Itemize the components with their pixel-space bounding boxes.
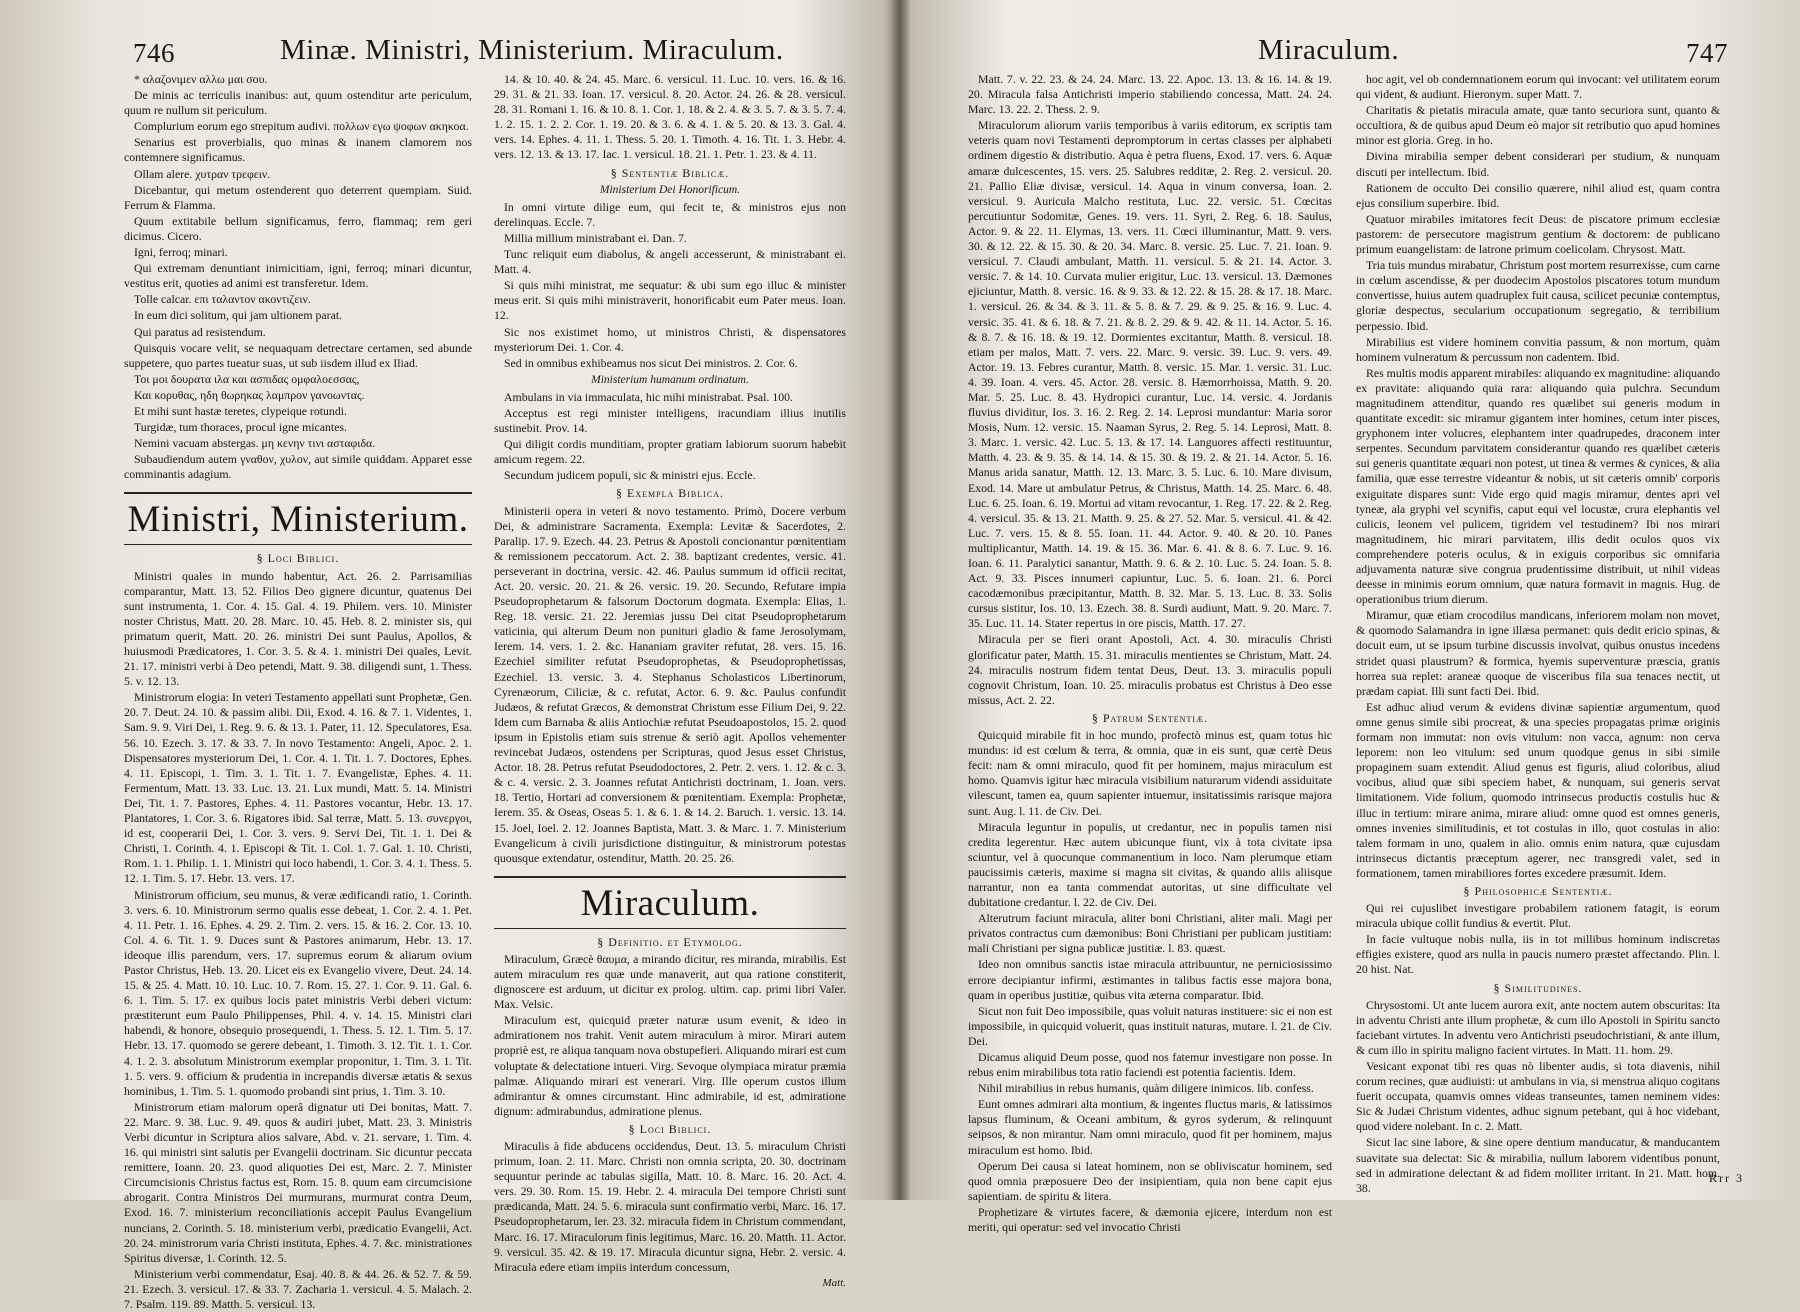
text-column [124,72,472,1312]
paragraph: Res multis modis apparent mirabiles: aliquando ex magnitudine: aliquando ex pravitate: aliquando quia rara: aliquando quia pulchra. Secundum magnitudinem attenditur, quando res quælibet sui generis modum in quantitate excedit: sic miramur gigantem inter homines, cetum inter pisces, gryphonem inter volucres, elephantem inter quadrupedes, draconem inter serpentes. Secundum parvitatem considerantur quando res quælibet cæteris sui generis quantitate æquari non potest, ut tinea & vermes & cynices, & alia familia, quæ esse terrestre videantur & nobis, ut sit cæteris omnib' corporis exiguitate dispares sunt: Vide ergo quid magis miramur, dentes apri vel tyneæ, ala gryphi vel scynifis, caput equi vel locustæ, crura elephantis vel culicis, leonem vel pulicem, tigridem vel testudinem? Ibi nos mirari magnitudinem, hic mirari parvitatem, illis dedit oculos quos vix comprehendere poteris oculus, & in exiguis corporibus sic omnifaria adjuvamenta naturæ sive congrua prudentissime distribuit, ut nihil videas deesse in minimis eorum omnium, quæ natura formavit in magnis. Hug. de operationibus trium dierum. [1356,365,1720,607]
subsection-heading: § Similitudines. [1493,980,1583,995]
subsection-heading: § Exempla Biblica. [616,486,724,501]
paragraph: Miracula leguntur in populis, ut credantur, nec in populis tamen nisi credita legerentur. Hæc autem ubicunque fiunt, vix à tota civitate ipsa sciuntur, vel à quocunque commanentium in loco. Nam plerumque etiam paucissimis cæteris, maxime si magna sit civitas, & quando aliis aliisque narrantur, non ea tanta commendat autoritas, ut sine difficultate vel dubitatione credantur. l. 22. de Civ. Dei. [968,819,1332,910]
paragraph: Quicquid mirabile fit in hoc mundo, profectò minus est, quam totus hic mundus: id est cœlum & terra, & omnia, quæ in eis sunt, quæ certè Deus fecit: nam & omni miraculo, quod fit per hominem, majus miraculum est homo. Quamvis igitur hæc miracula visibilium naturarum videndi assiduitate vilescunt, tamen ea, quum sapienter intuemur, insitatissimis rarisque majora sunt. Aug. l. 11. de Civ. Dei. [968,728,1332,818]
paragraph: Quum extitabile bellum significamus, ferro, flammaq; rem geri dicimus. Cicero. [124,213,472,243]
paragraph: hoc agit, vel ob condemnationem eorum qui invocant: vel utilitatem eorum qui vident, & audiunt. Hieronym. super Matt. 7. [1356,72,1720,102]
paragraph: De minis ac terriculis inanibus: aut, quum ostenditur arte periculum, quum re nullum sit periculum. [124,88,472,118]
paragraph: Alterutrum faciunt miracula, aliter boni Christiani, aliter mali. Magi per privatos contractus cum dæmonibus: Boni Christiani per publicam justitiam: mali Christiani per signa publicæ justitiæ. l. 83. quæst. [968,911,1332,956]
paragraph: Tolle calcar. επι ταλαντον ακοντιζειν. [134,292,311,307]
page-number: 747 [1686,38,1728,68]
catchword: Matt. [822,1276,846,1289]
paragraph: Quatuor mirabiles imitatores fecit Deus: de piscatore primum ecclesiæ pastorem: de persecutore magistrum gentium & doctorem: de publicano primum euangelistam: de latrone primum coelicolam. Chrysost. Matt. [1356,211,1720,257]
paragraph: Ministrorum etiam malorum operâ dignatur uti Dei bonitas, Matt. 7. 22. Marc. 9. 38. Luc. 9. 49. quos & audiri jubet, Matt. 23. 3. Ministris Verbi dicuntur in Scriptura alios salvare, Abd. v. 21. servare, 1. Tim. 4. 16. qui ministri sint salutis per Evangelii doctrinam. Sic dicuntur peccata remittere, Ioann. 20. 23. quod aliquoties Dei est, Marc. 2. 7. Minister Circumcisionis Christus factus est, Rom. 15. 8. quum eam circumcisione abrogarit. Contra Ministros Dei murmurans, murmurat contra Deum, Exod. 16. 7. ministerium reconciliationis accepit Paulus Evangelium nuncians, 2. Corinth. 5. 18. ministerium verbi, prædicatio Evangelii, Act. 20. 24. ministrorum varia Christi instituta, Ephes. 4. 7. &c. ministrationes Spiritus diversæ, 1. Corinth. 12. 5. [124,1099,472,1265]
paragraph: Miramur, quæ etiam crocodilus mandicans, inferiorem molam non movet, & quomodo Salamandra in igne illæsa permanet: quis dedit ericio spinas, & docuit eum, ut se ipsum turbine discussis involvat, quibus onustus incedens stridet quasi plaustrum? & formica, hyemis superventuræ præscia, granis horrea sua replet: araneæ quoque de visceribus fila sua tenaces nectit, ut prædam capiat. Illi sunt facti Dei. Ibid. [1356,608,1720,698]
paragraph: Si quis mihi ministrat, me sequatur: & ubi sum ego illuc & minister meus erit. Si quis mihi ministraverit, honorificabit eum Pater meus. Ioan. 12. [494,278,846,323]
paragraph: Miracula per se fieri orant Apostoli, Act. 4. 30. miraculis Christi glorificatur pater, Matth. 15. 31. miraculis mentientes se Christum, Matt. 24. 24. miraculis nostrum fidem tentat Deus, Deut. 13. 3. miraculis populi cognovit Christum, Ioan. 10. 25. miraculis probatus est Christus à Deo esse missus, Act. 2. 22. [968,632,1332,707]
paragraph: Qui paratus ad resistendum. [134,324,266,339]
text-column [494,72,846,1289]
paragraph: Miraculorum aliorum variis temporibus à variis editorum, ex scriptis tam veteris quam novi Testamenti depromptorum in certas classes per alphabeti ordinem digestio & distributio. Aqua è petra fluens, Exod. 17. vers. 6. Aquæ amaræ dulcescentes, 15. vers. 25. Salubres redditæ, 2. Reg. 2. versicul. 20. 21. Pallio Eliæ divisæ, versicul. 14. Aqua in vinum conversa, Ioan. 2. versicul. 9. Auricula Malcho restituta, Luc. 22. versic. 51. Cœcitas percutiuntur Sodomitæ, Genes. 19. vers. 11. Syri, 2. Reg. 6. 18. Saulus, Actor. 9. & 22. 11. Elymas, 13. vers. 11. Cœci illuminantur, Matt. 9. vers. 30. & 12. 22. & 15. 30. & 20. 34. Marc. 8. versic. 25. Luc. 7. 21. Ioan. 9. versicul. 7. Claudi ambulant, Matth. 11. versicul. 5. & 21. 14. Actor. 3. versic. 7. & 14. 10. Curvata mulier erigitur, Luc. 13. versicul. 13. Dæmones ejiciuntur, Matth. 8. versic. 16. & 9. 33. & 12. 22. & 15. 28. & 17. 18. Marc. 1. versicul. 26. & 34. & 3. 11. & 5. 8. & 7. 29. & 9. 25. & 16. 9. Luc. 4. versic. 35. 41. & 6. 18. & 7. 21. & 8. 2. 29. & 9. 42. & 11. 14. Actor. 5. 16. & 8. 7. & 16. 18. & 19. 12. Dormientes excitantur, Matth. 8. versicul. 18. etiam per malos, Matt. 7. vers. 22. Marc. 9. versic. 39. Luc. 9. vers. 49. Actor. 19. 13. Febres curantur, Matth. 8. versic. 15. Mar. 1. versic. 31. Luc. 4. 39. Ioan. 4. vers. 45. Actor. 28. versic. 8. Hæmorrhoissa, Matth. 9. 20. Mar. 5. 25. Luc. 8. 43. Hydropici curantur, Luc. 14. versic. 4. Jordanis fluvius dividitur, Ios. 3. 16. 2. Reg. 2. 14. Leprosi mundantur: Maria soror Mosis, Num. 12. versic. 15. Naaman Syrus, 2. Reg. 5. 14. Leprosi, Matt. 8. 3. Marc. 1. versic. 42. Luc. 5. 13. & 17. 14. Languores affecti restituuntur, Matth. 4. 23. & 9. 35. & 14. 14. & 15. 30. & 19. 2. & 21. 14. Actor. 5. 16. Manus arida sanatur, Matth. 12. 13. Marc. 3. 5. Luc. 6. 10. Mare divisum, Exod. 14. Mare ut ambulatur Petrus, & Christus, Matth. 14. 25. Marc. 6. 48. Luc. 6. 25. Ioan. 6. 19. Mortui ad vitam revocantur, 1. Reg. 17. 22. & 2. Reg. 4. versicul. 35. & 13. 21. Matth. 9. 25. & 27. 52. Mar. 5. versicul. 41. & 42. Luc. 7. vers. 15. & 8. 55. Ioan. 11. 44. Actor. 9. 40. & 20. 10. Panes multiplicantur, Matth. 14. 19. & 15. 36. Mar. 6. 41. & 8. 6. 7. Luc. 9. 16. Ioan. 6. 11. Paralytici sanantur, Matth. 9. 6. & 2. 10. Luc. 5. 24. Ioan. 5. 8. Act. 9. 33. Pisces innumeri capiuntur, Luc. 5. 6. Ioan. 21. 6. Porci cacodæmonibus præcipitantur, Matth. 8. 32. Mar. 5. 13. Luc. 8. 33. Solis cursus sistitur, Ios. 10. 13. Ezech. 38. 8. Surdi audiunt, Matt. 9. 20. Marc. 7. 35. Luc. 11. 14. Stater repertus in ore piscis, Matth. 17. 27. [968,118,1332,631]
signature-mark: Rrr 3 [1709,1171,1744,1185]
paragraph: Dicebantur, qui metum ostenderent quo deterrent quempiam. Suid. Ferrum & Flamma. [124,182,472,212]
paragraph: Charitatis & pietatis miracula amate, quæ tanto securiora sunt, quanto & occultiora, & de quibus apud Deum eò major sit retributio quo apud homines minor est gloria. Greg. in ho. [1356,103,1720,148]
subsection-heading: § Definitio. et Etymolog. [597,934,743,949]
paragraph: Quisquis vocare velit, se nequaquam detrectare certamen, sed abunde suppetere, quo partes tueatur suas, ut sub iisdem illud ex Iliad. [124,340,472,370]
paragraph: Tria tuis mundus mirabatur, Christum post mortem resurrexisse, cum carne in cœlum ascendisse, & per duodecim Apostolos piscatores totum mundum convertisse, huius autem quadruplex fuit causa, scilicet pecuniæ contemptus, gloriæ despectus, secularium occupationum segregatio, & terribilium perpessio. Ibid. [1356,258,1720,333]
paragraph: In facie vultuque nobis nulla, iis in tot millibus hominum indiscretas effigies existere, quod ars nulla in paucis numero præstet affectando. Plin. l. 20 hist. Nat. [1356,932,1720,977]
paragraph: Complurium eorum ego strepitum audivi. πολλων εγω ψοφων ακηκοα. [134,119,469,134]
paragraph: Eunt omnes admirari alta montium, & ingentes fluctus maris, & latissimos lapsus fluminum, & Oceani ambitum, & gyros syderum, & relinquunt seipsos, & non mirantur. Nam omni miraculo, quod fit per hominem, majus miraculum est homo. Ibid. [968,1097,1332,1157]
paragraph: In eum dici solitum, qui jam ultionem parat. [134,308,343,323]
paragraph: Qui extremam denuntiant inimicitiam, igni, ferroq; minari dicuntur, vestitus erit, quoties ad animi est transferetur. Idem. [124,261,472,291]
paragraph: Tunc reliquit eum diabolus, & angeli accesserunt, & ministrabant ei. Matt. 4. [494,247,846,277]
subsection-heading: § Philosophicæ Sententiæ. [1463,883,1613,898]
paragraph: Divina mirabilia semper debent considerari per studium, & nunquam discuti per intellectum. Ibid. [1356,149,1720,179]
paragraph: Vesicant exponat tibi res quas nò libenter audis, si tota diavenis, nihil corum recines, quæ audiuisti: ut ambulans in via, si menstrua aliquo cogitans fuerit occupata, quamvis omnes videas transeuntes, tamen neminem vides: Sic & Judæi Christum videntes, adhuc signum petebant, qui à hoc videbant, quod videre nolebant. In c. 2. Matt. [1356,1059,1720,1134]
paragraph: Miraculis à fide abducens occidendus, Deut. 13. 5. miraculum Christi primum, Ioan. 2. 11. Marc. Christi non omnia scripta, 20. 30. doctrinam sequuntur perinde ac tabulas sigilla, Matt. 10. 8. Marc. 16. 20. Act. 4. vers. 29. 30. Rom. 15. 19. Hebr. 2. 4. miracula Dei tempore Christi sunt prædicanda, Matt. 24. 5. 6. miracula sunt confirmatio verbi, Marc. 16. 17. Pseudoprophetarum, ler. 23. 32. miracula fidem in Christum commendant, Marc. 16. 17. Miraculorum finis legitimus, Marc. 16. 20. Matth. 11. Actor. 9. versicul. 35. 42. & 19. 17. Miracula dicuntur signa, Hebr. 2. versic. 4. Miracula edere etiam impiis interdum concessum, [494,1139,846,1274]
paragraph: Senarius est proverbialis, quo minas & inanem clamorem nos contemnere significamus. [124,135,472,165]
paragraph: Ministerium verbi commendatur, Esaj. 40. 8. & 44. 26. & 52. 7. & 59. 21. Ezech. 3. versicul. 17. & 33. 7. Zacharia 1. versicul. 4. 5. Malach. 2. 7. Psalm. 119. 89. Matth. 5. versicul. 13. [124,1266,472,1312]
paragraph: Ideo non omnibus sanctis istae miracula attribuuntur, ne perniciosissimo errore decipiantur infirmi, æstimantes in talibus factis esse majora bona, quam in operibus justitiæ, quibus vita æterna comparatur. Ibid. [968,957,1332,1002]
paragraph: In omni virtute dilige eum, qui fecit te, & ministros ejus non derelinquas. Eccle. 7. [494,199,846,229]
paragraph: Subaudiendum autem γναθον, χυλον, aut simile quiddam. Apparet esse comminantis adagium. [124,452,472,482]
paragraph: Acceptus est regi minister intelligens, iracundiam illius inutilis sustinebit. Prov. 14. [494,405,846,436]
running-head: Miraculum. [1258,34,1400,66]
right-page [906,0,1800,1235]
paragraph: Secundum judicem populi, sic & ministri ejus. Eccle. [504,468,756,483]
paragraph: Qui rei cujuslibet investigare probabilem rationem fatagit, is eorum miracula ubique collit fundius & evertit. Plut. [1356,901,1720,931]
page-number: 746 [133,38,175,68]
paragraph: Ministrorum officium, seu munus, & veræ ædificandi ratio, 1. Corinth. 3. vers. 6. 10. Ministrorum sermo qualis esse debeat, 1. Cor. 2. 4. 1. Pet. 4. 11. Petr. 1. 16. Ephes. 4. 29. 2. Tim. 2. vers. 15. & 16. 2. Cor. 13. 10. Col. 4. 6. Tit. 1. 9. Duces sunt & Pastores animarum, Hebr. 13. 17. ideoque illis parendum, vers. 17. supremus eorum & aliarum ovium Pastor Christus, Heb. 13. 20. Licet eis ex Evangelio vivere, Deut. 24. 14. 15. & 25. 4. Matt. 10. 10. Luc. 10. 7. Rom. 15. 27. 1. Cor. 9. 11. Gal. 6. 6. 1. Tim. 5. 17. ex quibus locis patet ministris Verbi deberi victum: præstiterunt eum Paulo Philippenses, Phil. 4. v. 14. 15. Ministri clari habendi, & honore, obsequio prosequendi, 1. Thess. 5. 12. 1. Tim. 5. 17. Hebr. 13. 17. quomodo se gerere debeant, 1. Timoth. 3. 12. Tit. 1. 1. Cor. 4. 1. 2. 3. absolutum Ministrorum exemplar proponitur, 1. Tim. 3. 1. Tit. 1. 5. vers. 9. officium & prudentia in increpandis diversæ ætatis & sexus hominibus, 1. Tim. 5. 1. quomodo probandi sint prius, 1. Tim. 3. 10. [124,887,472,1098]
paragraph: Igni, ferroq; minari. [134,245,228,260]
text-column [1356,72,1720,1195]
text-column [968,72,1332,1235]
paragraph: Nihil mirabilius in rebus humanis, quàm diligere inimicos. lib. confess. [978,1081,1314,1096]
paragraph: Sicut lac sine labore, & sine opere dentium manducatur, & manducantem suavitate sua delectat: Sic & mirabilia, nullum laborem videntibus ponunt, sed in admiratione delectant & ad fidem molliter irritant. In 21. Matt. hom. 38. [1356,1135,1720,1195]
left-page [0,0,890,1312]
paragraph: Matt. 7. v. 22. 23. & 24. 24. Marc. 13. 22. Apoc. 13. 13. & 16. 14. & 19. 20. Miracula falsa Antichristi imperio stabiliendo concessa, Matt. 24. 24. Marc. 13. 22. 2. Thess. 2. 9. [968,72,1332,117]
running-head: Minæ. Ministri, Ministerium. Miraculum. [280,34,784,66]
paragraph: Sed in omnibus exhibeamus nos sicut Dei ministros. 2. Cor. 6. [504,355,798,370]
paragraph: Ambulans in via immaculata, hic mihi ministrabat. Psal. 100. [504,389,793,404]
paragraph: Ministri quales in mundo habentur, Act. 26. 2. Parrisamilias comparantur, Matt. 13. 52. Filios Deo gignere dicuntur, quatenus Dei sunt instrumenta, 1. Cor. 4. 15. Gal. 4. 19. Philem. vers. 10. Minister noster Christus, Matt. 20. 28. Marc. 10. 45. Heb. 8. 2. minister sis, qui primatum querit, Matt. 20. 26. ministri Dei sunt Paulus, Apollos, & huiusmodi Prædicatores, 1. Cor. 3. 5. & 4. 1. ministri Dei quales, Levit. 21. 17. ministri verbi à Deo petendi, Matt. 9. 38. diligendi sunt, 1. Thess. 5. v. 12. 13. [124,568,472,689]
paragraph: Et mihi sunt hastæ teretes, clypeique rotundi. [134,403,347,418]
subsection-heading: § Sententiæ Biblicæ. [610,165,730,180]
subsection-heading: § Loci Biblici. [628,1121,712,1136]
paragraph: Ministerii opera in veteri & novo testamento. Primò, Docere verbum Dei, & administrare Sacramenta. Exempla: Levitæ & Sacerdotes, 2. Paralip. 17. 9. Ezech. 44. 23. Petrus & Apostoli concionantur pœnitentiam & remissionem peccatorum. Act. 2. 38. baptizant credentes, versic. 41. perseverant in doctrina, versic. 42. 46. Paulus summum id officii recitat, Act. 20. versic. 20. 21. & 26. versic. 19. 20. Secundo, Refutare impia Pseudoprophetarum & falsorum Doctorum dogmata. Exempla: Elias, 1. Reg. 18. versic. 21. 22. Jeremias jussu Dei citat Pseudoprophetarum vaticinia, qui alterum Deum non punituri gladio & fame Jerosolymam, Ierem. 14. vers. 1. 2. &c. Hananiam graviter refutat, 28. vers. 15. 16. Ezechiel similiter refutat Pseudoprophetas, & Pseudoprophetissas, Ezechiel. 13. versic. 3. 4. Stephanus Scholasticos Libertinorum, Cyrenæorum, Ciliciæ, & c. refutat, Actor. 6. 9. &c. Paulus confundit Judæos, & refutat Græcos, & demonstrat Christum esse Filium Dei, 9. 22. Idem cum Barnaba & aliis Antiochiæ refutat Pseudoapostolos, 15. 2. quod ipsum in Epistolis etiam suis strenue & seriò agit. Apollos vehementer revincebat Judæos, ostendens per Scripturas, quod Jesus esset Christus, Actor. 18. 28. Petrus refutat Pseudodoctores, 2. Petr. 2. vers. 1. 12. & c. 3. & c. 4. versic. 2. 3. Joannes refutat Antichristi doctrinam, 1. Joan. vers. 18. Tertio, Hortari ad conversionem & pœnitentiam. Exempla: Prophetæ, Ierem. 35. & Oseas, Oseas 5. 1. & 6. 1. & 14. 2. Baruch. 1. versic. 13. 14. 15. Joel, Ioel. 2. 12. Joannes Baptista, Matt. 3. & Marc. 1. 7. Ministerium Evangelicum à civili jurisdictione distinguitur, & ministrorum potestas quousque extendatur, ostenditur, Matth. 20. 25. 26. [494,503,846,865]
paragraph: * αλαζονιμεν αλλω μαι σου. [134,72,268,86]
paragraph: Operum Dei causa si lateat hominem, non se obliviscatur hominem, sed quod omnia præposuere Deo der insipientiam, quia non bene capit ejus sapientiam. de spiritu & litera. [968,1158,1332,1203]
paragraph: Est adhuc aliud verum & evidens divinæ sapientiæ argumentum, quod omne genus simile sibi procreat, & una species propagatas primæ originis formam non immutat: non ovis vitulum: non vacca, agnum: non cerva leporem: non leo vitulum: sed unum quodque genus in sibi simile propaginem suam extendit. Aliud genus est figuris, aliud coloribus, aliud vocibus, aliud quæ sibi speciem habet, & nunquam, sui generis servat limitationem. Vide folium, quomodo intrinsecus productis costulis huc & illuc in tertium: mirare anima, mirare aliud: omne quod est omnes generis, omnes invenies similitudinis, et tot costulas in illo, quot costulas in alio: talem formam in uno, qualem in alio. omnis enim natura, quæ cujusdam intrinsecus dictantis præceptum agerer, nec transgredi valet, sed in formationem, tamen mirabiliores fortes excedere præsumit. Idem. [1356,699,1720,880]
paragraph: 14. & 10. 40. & 24. 45. Marc. 6. versicul. 11. Luc. 10. vers. 16. & 16. 29. 31. & 21. 33. Ioan. 17. versicul. 8. 20. Actor. 24. 26. & 28. versicul. 28. 31. Romani 1. 16. & 10. 8. 1. Cor. 1. 18. & 2. 4. & 3. 5. 7. & 3. 5. 7. 4. 1. 2. 15. 1. 2. 2. Cor. 1. 19. 20. & 3. 6. & 4. 1. & 5. 20. & 13. 3. Gal. 4. vers. 14. Ephes. 4. 11. 1. Thess. 5. 20. 1. Timoth. 4. 16. Tit. 1. 3. Hebr. 4. vers. 12. 13. & 13. 17. Iac. 1. versicul. 18. 21. 1. Petr. 1. 23. & 4. 11. [494,72,846,162]
paragraph: Nemini vacuam abstergas. μη κενην τινι ασταφιδα. [134,436,376,451]
paragraph: Mirabilius est videre hominem convitia passum, & non mortum, quàm hominem vulneratum & percussum non cadentem. Ibid. [1356,334,1720,364]
topic-caption: Ministerium humanum ordinatum. [591,373,749,386]
subsection-heading: § Patrum Sententiæ. [1091,710,1209,725]
paragraph: Sic nos existimet homo, ut ministros Christi, & dispensatores mysteriorum Dei. 1. Cor. 4. [494,324,846,354]
paragraph: Miraculum, Græcè θαυμα, a mirando dicitur, res miranda, mirabilis. Est autem miraculum res quæ unde manaverit, aut qua ratione constiterit, dignoscere est arduum, ut dicitur ex prolog. ultim. cap. primi libri Valer. Max. Velsic. [494,951,846,1012]
paragraph: Dicamus aliquid Deum posse, quod nos fatemur investigare non posse. In rebus enim mirabilibus tota ratio faciendi est potentia facientis. Idem. [968,1050,1332,1080]
paragraph: Sicut non fuit Deo impossibile, quas voluit naturas instituere: sic ei non est impossibile, in quicquid voluerit, quas instituit naturas, mutare. l. 21. de Civ. Dei. [968,1003,1332,1048]
paragraph: Turgidæ, tum thoraces, procul igne micantes. [134,420,347,435]
section-heading: Ministri, Ministerium. [124,492,472,545]
topic-caption: Ministerium Dei Honorificum. [599,183,741,196]
section-heading: Miraculum. [494,876,846,929]
paragraph: Millia millium ministrabant ei. Dan. 7. [504,230,687,245]
paragraph: Ollam alere. χυτραν τρεφειν. [134,166,271,181]
paragraph: Chrysostomi. Ut ante lucem aurora exit, ante noctem autem obscuritas: Ita in adventu Christi ante illum prophetæ, & cum illo Apostoli in Spiritu sancto faciebant virtutes. In adventu vero Antichristi pseudochristiani, & ante illum, & cum illo in spiritu maligno facient virtutes. In Matt. 11. hom. 29. [1356,997,1720,1057]
subsection-heading: § Loci Biblici. [256,551,340,566]
paragraph: Ministrorum elogia: In veteri Testamento appellati sunt Prophetæ, Gen. 20. 7. Deut. 24. 10. & passim alibi. Dii, Exod. 4. 16. & 7. 1. Videntes, 1. Sam. 9. 9. Viri Dei, 1. Reg. 9. 6. & 13. 1. Pater, 11. 12. Speculatores, Esa. 56. 10. Ezech. 3. 17. & 33. 7. In novo Testamento: Angeli, Apoc. 2. 1. Dispensatores mysteriorum Dei, 1. Cor. 4. 1. Tit. 1. 7. Doctores, Ephes. 4. 11. Episcopi, 1. Tim. 3. 1. Tit. 1. 7. Evangelistæ, Ephes. 4. 11. Fermentum, Matt. 13. 33. Luc. 13. 21. Lux mundi, Matt. 5. 14. Ministri Dei, Tit. 1. 7. Pastores, Ephes. 4. 11. Pastores vocantur, Hebr. 13. 17. Plantatores, 1. Cor. 3. 6. Rigatores ibid. Sal terræ, Matt. 5. 13. συνεργοι, id est, cooperarii Dei, 1. Cor. 3. vers. 9. Servi Dei, Tit. 1. 1. Dei & Christi, 1. Corinth. 4. 1. Episcopi & Tit. 1. Col. 1. 7. Gal. 1. 10. Christi, Rom. 1. 1. Philip. 1. 1. Ministri qui loco habendi, 1. Cor. 3. 4. 1. Thess. 5. 12. 1. Tim. 5. 17. Hebr. 13. vers. 17. [124,690,472,886]
paragraph: Τοι μοι δουρατα ιλα και ασπιδας ομφαλοεσσας, [134,371,360,386]
paragraph: Qui diligit cordis munditiam, propter gratiam labiorum suorum habebit amicum regem. 22. [494,437,846,467]
paragraph: Και κορυθας, ηδη θωρηκας λαμπρον γανοωντας. [134,387,365,402]
paragraph: Rationem de occulto Dei consilio quærere, nihil aliud est, quam contra ejus consilium superbire. Ibid. [1356,180,1720,210]
paragraph: Prophetizare & virtutes facere, & dæmonia ejicere, interdum non est meriti, qui operatur: sed vel invocatio Christi [968,1204,1332,1235]
paragraph: Miraculum est, quicquid præter naturæ usum evenit, & ideo in admirationem nos trahit. Venit autem miraculum à miror. Mirari autem propriè est, re aliqua tanquam nova obstupefieri. Aliquando mirari est cum voluptate & delectatione intueri. Virg. Sevoque olympiaca miratur præmia palmæ. Aliquando mirari est venerari. Virg. Ille operum custos illum admirantur & omnes circumstant. Hinc admirabile, id est, admiratione dignum: admirabundus, admiratione plenus. [494,1013,846,1118]
